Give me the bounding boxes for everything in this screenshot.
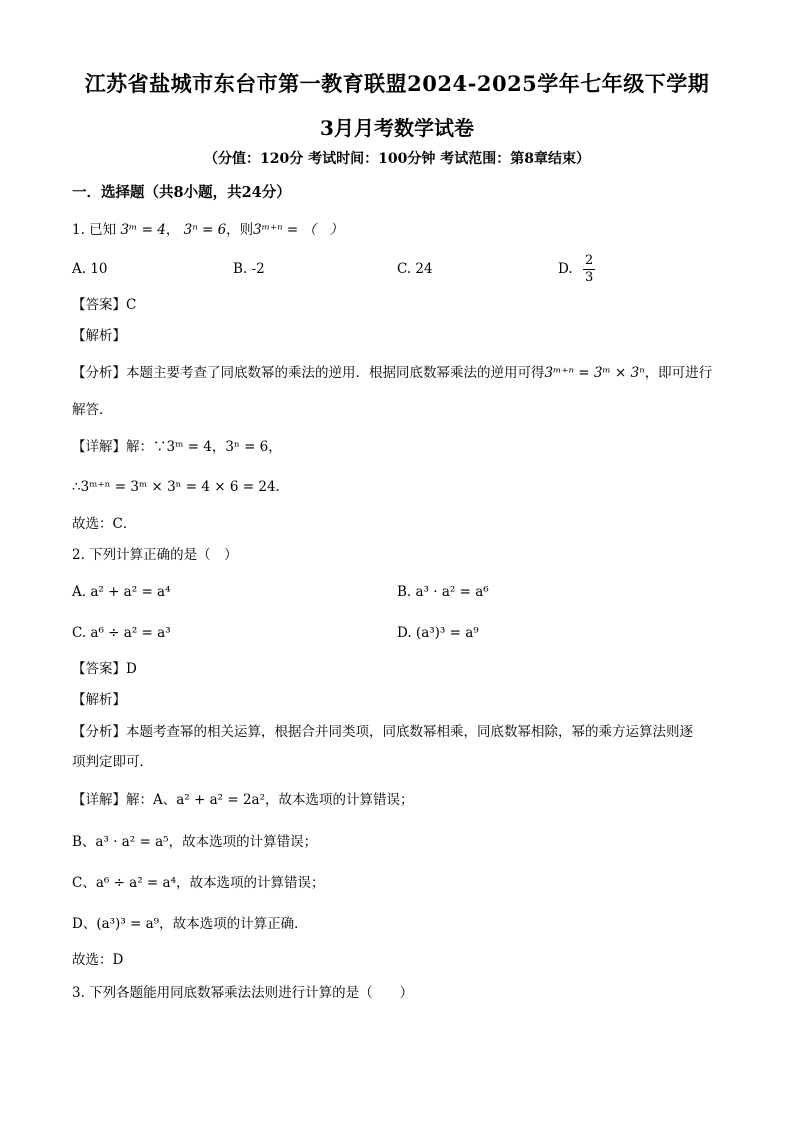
q1-option-d-denominator: 3: [584, 270, 594, 285]
q2-answer: [72, 659, 137, 679]
q1-prefix: 1. 已知: [72, 222, 117, 238]
question-3-stem: 3. 下列各题能用同底数幂乘法法则进行计算的是（ ）: [72, 985, 414, 1001]
q1-option-a: A. 10: [72, 261, 108, 277]
q1-fenxi-tag: 【分析】: [72, 365, 126, 381]
q2-fenxi-text2: 项判定即可．: [72, 754, 153, 770]
q1-step2: ∴3ᵐ⁺ⁿ = 3ᵐ × 3ⁿ = 4 × 6 = 24．: [72, 479, 290, 495]
q1-xiangjie: [72, 437, 282, 457]
q2-choose: 故选：D: [72, 952, 124, 968]
q1-analysis-tag: 【解析】: [72, 328, 126, 344]
q1-option-d-label: D.: [558, 261, 573, 277]
q2-line-d: D、(a³)³ = a⁹，故本选项的计算正确．: [72, 916, 308, 932]
exam-title-line1: 江苏省盐城市东台市第一教育联盟2024-2025学年七年级下学期: [84, 71, 710, 96]
q1-option-d-numerator: 2: [584, 253, 594, 268]
q1-cond2: 3ⁿ = 6: [183, 222, 227, 238]
q2-answer-tag: 【答案】: [72, 661, 126, 677]
q2-option-a: A. a² + a² = a⁴: [72, 584, 171, 600]
q2-analysis-tag: 【解析】: [72, 692, 126, 708]
q1-xiangjie-text: 解：∵3ᵐ = 4，3ⁿ = 6，: [126, 439, 282, 455]
q1-fenxi-text2: ，即可进行: [644, 365, 713, 381]
q2-xiangjie: [72, 790, 414, 810]
q2-xiangjie-tag: 【详解】: [72, 792, 126, 808]
q2-option-c: C. a⁶ ÷ a² = a³: [72, 625, 171, 641]
section-heading: 一．选择题（共8小题，共24分）: [72, 184, 291, 201]
q1-answer-tag: 【答案】: [72, 297, 126, 313]
exam-info: （分值：120分 考试时间：100分钟 考试范围：第8章结束）: [204, 151, 590, 167]
q2-answer-value: D: [126, 661, 137, 677]
q2-option-b: B. a³ · a² = a⁶: [397, 584, 489, 600]
q2-option-d: D. (a³)³ = a⁹: [397, 625, 479, 641]
q2-line-c: C、a⁶ ÷ a² = a⁴，故本选项的计算错误；: [72, 875, 325, 891]
q2-fenxi-tag: 【分析】: [72, 724, 126, 740]
q1-option-d-fraction: [583, 253, 595, 286]
question-2-stem: 2. 下列计算正确的是（ ）: [72, 547, 238, 563]
q1-ask: 3ᵐ⁺ⁿ = （ ）: [253, 222, 344, 238]
q2-fenxi: [72, 722, 693, 742]
q1-fenxi: [72, 363, 712, 383]
q2-line-b: B、a³ · a² = a⁵，故本选项的计算错误；: [72, 834, 318, 850]
q1-fenxi-formula: 3ᵐ⁺ⁿ = 3ᵐ × 3ⁿ: [544, 365, 645, 381]
q2-line-a: 解：A、a² + a² = 2a²，故本选项的计算错误；: [126, 792, 414, 808]
question-1-stem: 1. 已知 3ᵐ = 4， 3ⁿ = 6，则3ᵐ⁺ⁿ = （ ）: [72, 222, 344, 238]
q1-option-b: B. -2: [233, 261, 265, 277]
q1-fenxi-text3: 解答．: [72, 402, 113, 418]
q1-fenxi-text1: 本题主要考查了同底数幂的乘法的逆用．根据同底数幂乘法的逆用可得: [126, 365, 545, 381]
q1-option-c: C. 24: [397, 261, 433, 277]
q1-answer-value: C: [126, 297, 137, 313]
q1-cond1: 3ᵐ = 4: [120, 222, 166, 238]
q1-option-d: [558, 249, 595, 289]
exam-title-line2: 3月月考数学试卷: [320, 116, 474, 140]
q1-answer: [72, 295, 136, 315]
q1-choose: 故选：C．: [72, 516, 137, 532]
q1-xiangjie-tag: 【详解】: [72, 439, 126, 455]
q2-fenxi-text1: 本题考查幂的相关运算，根据合并同类项，同底数幂相乘，同底数幂相除，幂的乘方运算法则逐: [126, 724, 693, 740]
